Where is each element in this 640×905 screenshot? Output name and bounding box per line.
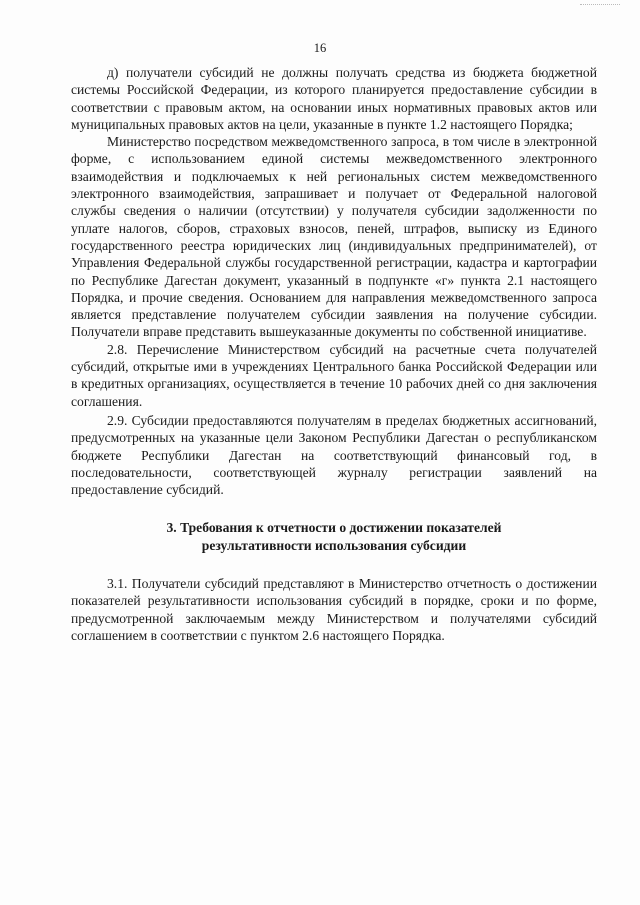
paragraph-2-9: 2.9. Субсидии предоставляются получателям в пределах бюджетных ассигнований, предусмотренных на указанные цели Законом Республики Дагестан о республиканском бюджете Республики Дагестан на соответствующий финансовый год, в последовательности, соответствующей журналу регистрации заявлений на предоставление субсидий. — [71, 412, 597, 498]
paragraph-2-8: 2.8. Перечисление Министерством субсидий на расчетные счета получателей субсидий, открытые ими в учреждениях Центрального банка Российской Федерации или в кредитных организациях, осуществляется в течение 10 рабочих дней со дня заключения соглашения. — [71, 341, 597, 409]
paragraph-3-1: 3.1. Получатели субсидий представляют в Министерство отчетность о достижении показателей результативности использования субсидий в порядке, сроки и по форме, предусмотренной заключаемым между Министерством и получателями субсидий соглашением в соответствии с пунктом 2.6 настоящего Порядка. — [71, 576, 597, 643]
section-gap — [71, 500, 597, 519]
paragraph-subitem-d: д) получатели субсидий не должны получать средства из бюджета бюджетной системы Российской Федерации, из которого планируется предоставление субсидии в соответствии с правовым актом, на основании иных нормативных правовых актов или муниципальных правовых актов на цели, указанные в пункте 1.2 настоящего Порядка; — [71, 65, 597, 132]
page-number: 16 — [313, 41, 327, 55]
section-heading-line1: 3. Требования к отчетности о достижении показателей — [166, 520, 502, 536]
section-heading-line2: результативности использования субсидии — [201, 537, 467, 553]
section-heading — [71, 519, 597, 554]
paragraph-interagency-request: Министерство посредством межведомственного запроса, в том числе в электронной форме, с использованием единой системы межведомственного электронного взаимодействия и подключаемых к ней региональных систем межведомственного электронного взаимодействия, запрашивает и получает от Федеральной налоговой службы сведения о наличии (отсутствии) у получателя субсидии задолженности по уплате налогов, сборов, страховых взносов, пеней, штрафов, выписку из Единого государственного реестра юридических лиц (индивидуальных предпринимателей), от Управления Федеральной службы государственной регистрации, кадастра и картографии по Республике Дагестан документ, указанный в подпункте «г» пункта 2.1 настоящего Порядка, и прочие сведения. Основанием для направления межведомственного запроса является представление получателем субсидии заявления на получение субсидии. Получатели вправе представить вышеуказанные документы по собственной инициативе. — [71, 134, 597, 340]
scan-artifact — [580, 4, 620, 6]
document-body — [71, 64, 597, 644]
